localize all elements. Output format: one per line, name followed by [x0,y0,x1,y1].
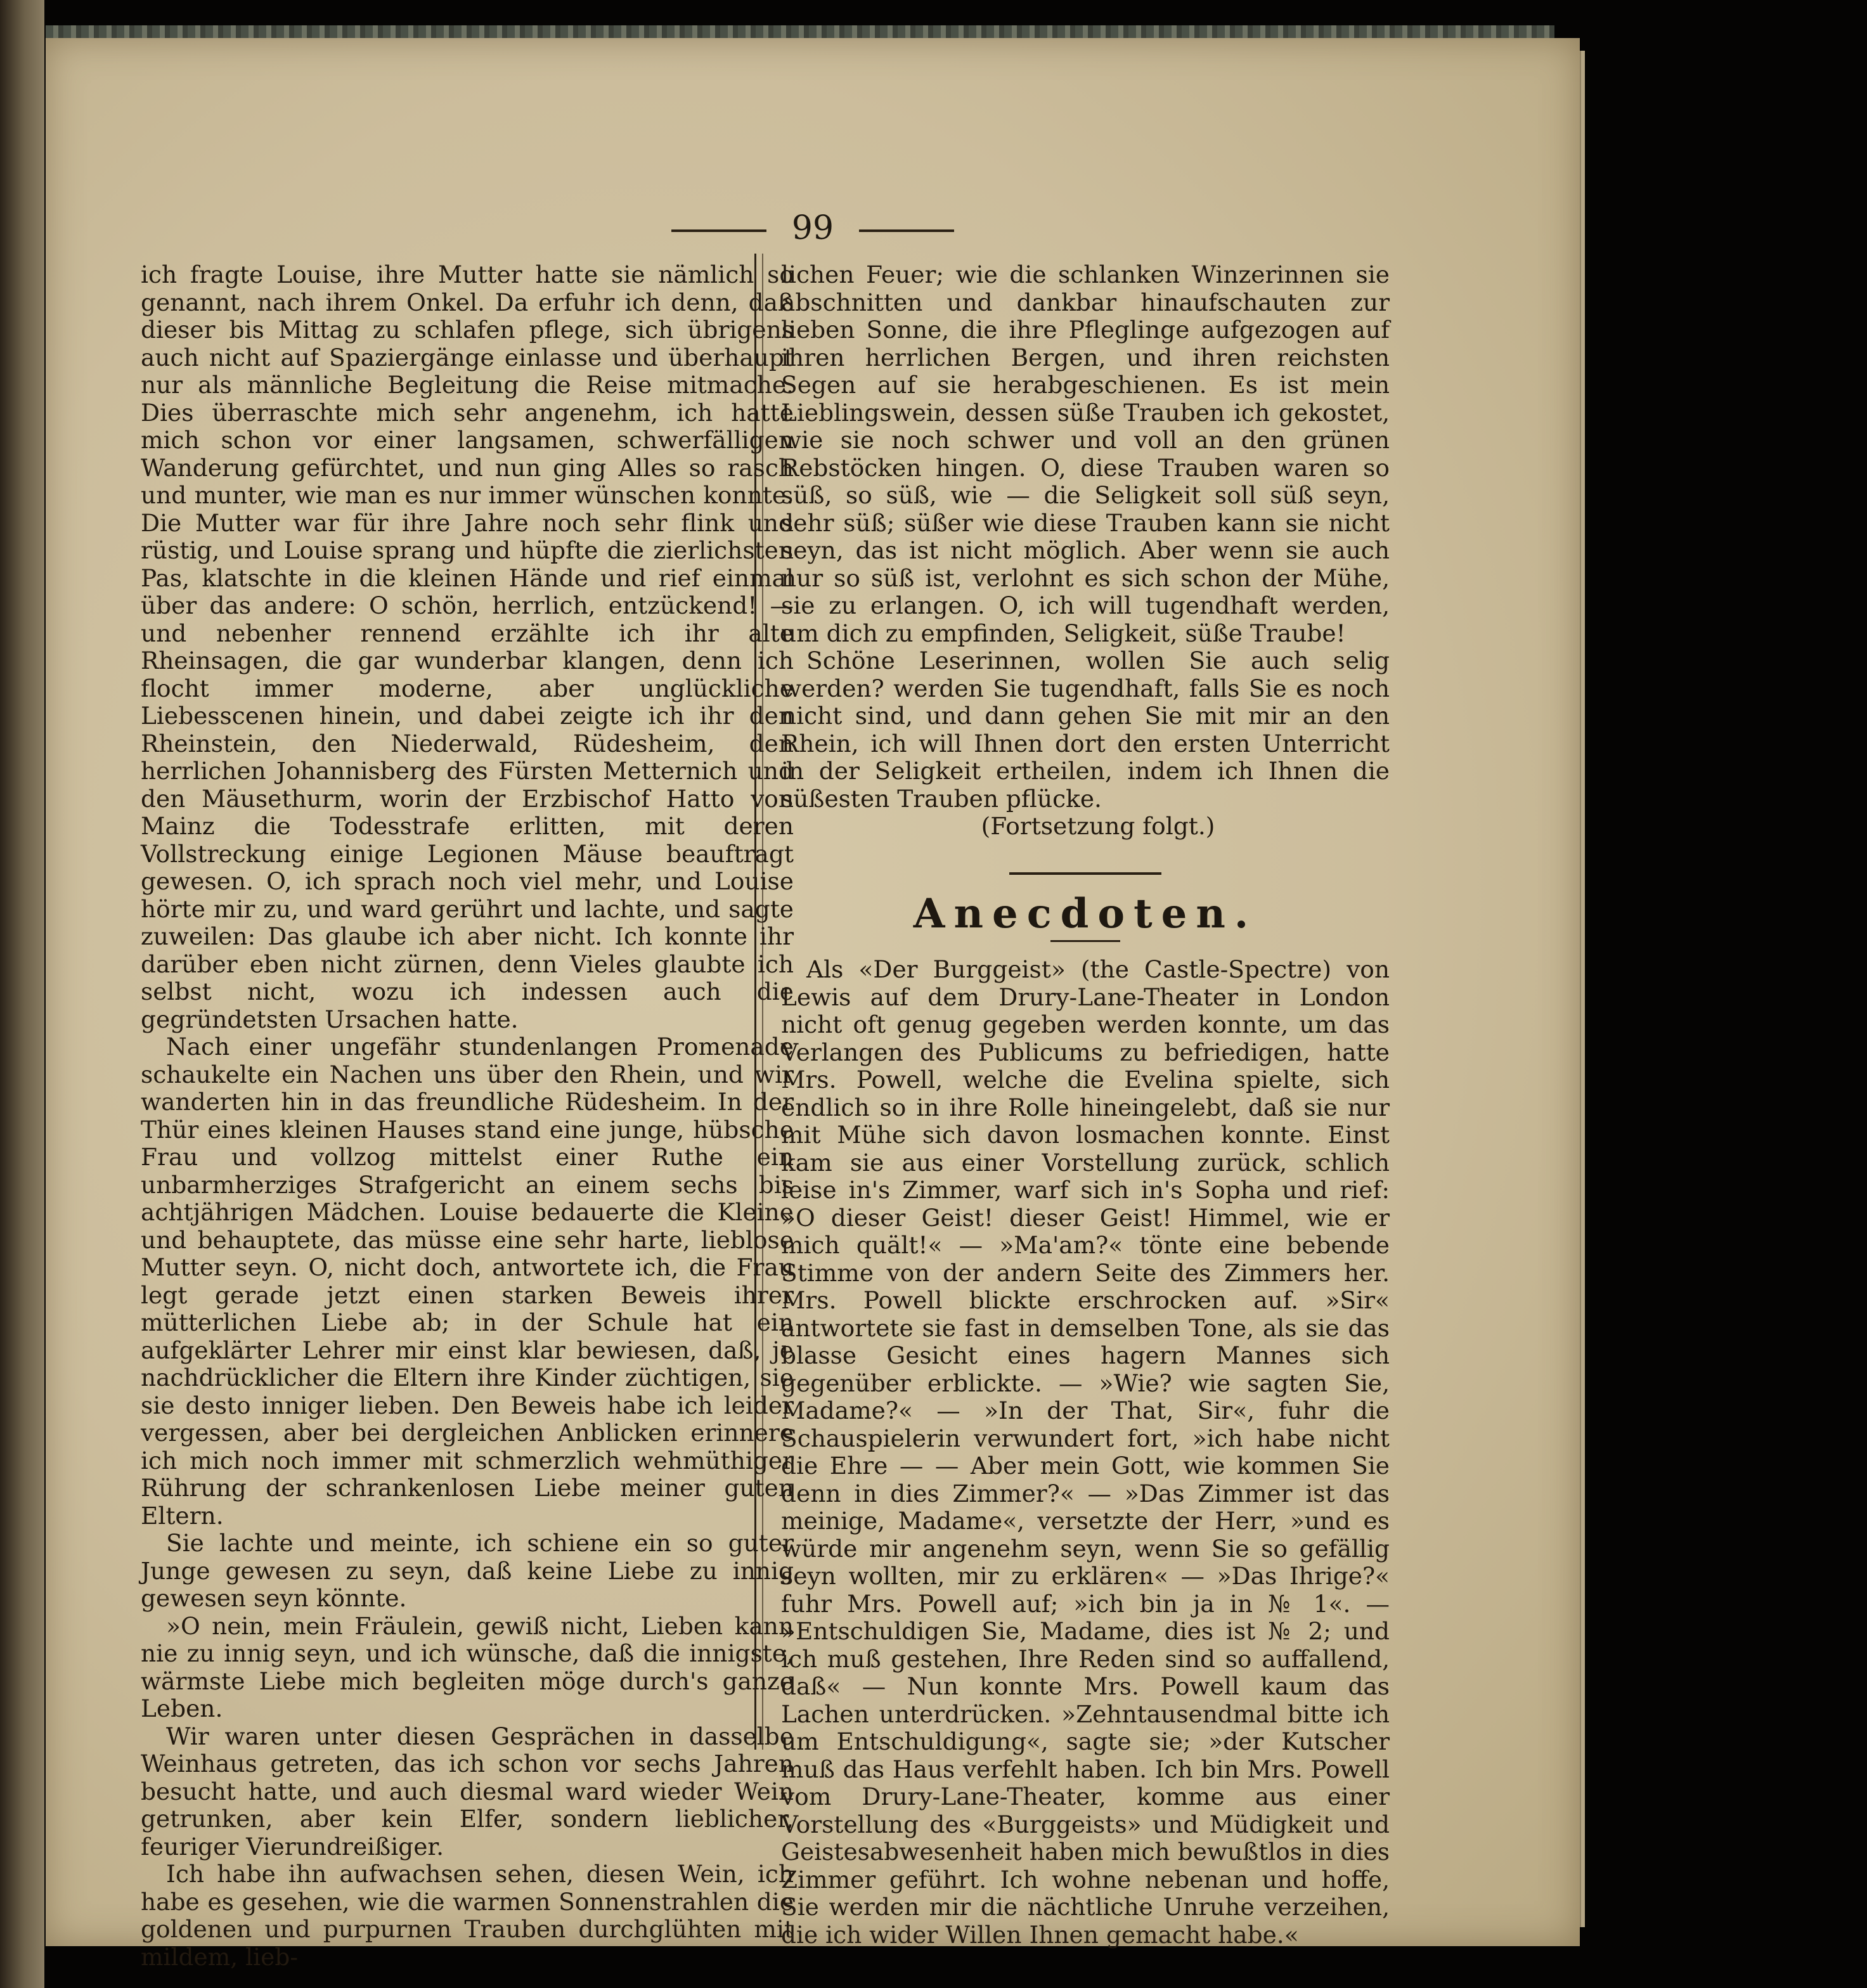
book-page [46,38,1580,1971]
book-spine-edge [0,0,44,1988]
section-rule [1009,872,1161,875]
continuation-note: (Fortsetzung folgt.) [981,812,1215,840]
right-column [781,261,1390,1949]
right-paragraph: lichen Feuer; wie die schlanken Winzerinnen sie abschnitten und dankbar hinaufschauten zur lieben Sonne, die ihre Pfleglinge aufgezogen auf ihren herrlichen Bergen, und ihren reichsten Segen auf sie herabgeschienen. Es ist mein Lieblingswein, dessen süße Trauben ich gekostet, wie sie noch schwer und voll an den grünen Rebstöcken hingen. O, diese Trauben waren so süß, so süß, wie — die Seligkeit soll süß seyn, sehr süß; süßer wie diese Trauben kann sie nicht seyn, das ist nicht möglich. Aber wenn sie auch nur so süß ist, verlohnt es sich schon der Mühe, sie zu erlangen. O, ich will tugendhaft werden, um dich zu empfinden, Seligkeit, süße Traube! [781,261,1390,647]
title-underline [1050,940,1120,942]
left-paragraph: »O nein, mein Fräulein, gewiß nicht, Lieben kann nie zu innig seyn, und ich wünsche, daß die innigste, wärmste Liebe mich begleiten möge durch's ganze Leben. [141,1611,794,1722]
page-header [46,209,1580,247]
right-paragraph: Schöne Leserinnen, wollen Sie auch selig werden? werden Sie tugendhaft, falls Sie es noch nicht sind, und dann gehen Sie mit mir an den Rhein, ich will Ihnen dort den ersten Unterricht in der Seligkeit ertheilen, indem ich Ihnen die süßesten Trauben pflücke. [781,647,1390,813]
left-paragraph: Sie lachte und meinte, ich schiene ein so guter Junge gewesen zu seyn, daß keine Liebe zu innig gewesen seyn könnte. [141,1529,794,1612]
left-paragraph: ich fragte Louise, ihre Mutter hatte sie nämlich so genannt, nach ihrem Onkel. Da erfuhr ich denn, daß dieser bis Mittag zu schlafen pflege, sich übrigens auch nicht auf Spaziergänge einlasse und überhaupt nur als männliche Begleitung die Reise mitmache. Dies überraschte mich sehr angenehm, ich hatte mich schon vor einer langsamen, schwerfälligen Wanderung gefürchtet, und nun ging Alles so rasch und munter, wie man es nur immer wünschen konnte. Die Mutter war für ihre Jahre noch sehr flink und rüstig, und Louise sprang und hüpfte die zierlichsten Pas, klatschte in die kleinen Hände und rief einmal über das andere: O schön, herrlich, entzückend! — und nebenher rennend erzählte ich ihr alte Rheinsagen, die gar wunderbar klangen, denn ich flocht immer moderne, aber unglückliche Liebesscenen hinein, und dabei zeigte ich ihr den Rheinstein, den Niederwald, Rüdesheim, den herrlichen Johannisberg des Fürsten Metternich und den Mäusethurm, worin der Erzbischof Hatto von Mainz die Todesstrafe erlitten, mit deren Vollstreckung einige Legionen Mäuse beauftragt gewesen. O, ich sprach noch viel mehr, und Louise hörte mir zu, und ward gerührt und lachte, und sagte zuweilen: Das glaube ich aber nicht. Ich konnte ihr darüber eben nicht zürnen, denn Vieles glaubte ich selbst nicht, wozu ich indessen auch die gegründetsten Ursachen hatte. [141,261,794,1033]
header-rule-right [859,229,954,232]
header-rule-left [671,229,766,232]
left-paragraph: Ich habe ihn aufwachsen sehen, diesen Wein, ich habe es gesehen, wie die warmen Sonnenstrahlen die goldenen und purpurnen Trauben durchglühten mit mildem, lieb- [141,1860,794,1971]
page-number: 99 [791,209,834,247]
section-title: Anecdoten. [913,889,1258,938]
left-column [141,261,794,1971]
left-paragraph: Nach einer ungefähr stundenlangen Promenade schaukelte ein Nachen uns über den Rhein, und wir wanderten hin in das freundliche Rüdesheim. In der Thür eines kleinen Hauses stand eine junge, hübsche Frau und vollzog mittelst einer Ruthe ein unbarmherziges Strafgericht an einem sechs bis achtjährigen Mädchen. Louise bedauerte die Kleine und behauptete, das müsse eine sehr harte, lieblose Mutter seyn. O, nicht doch, antwortete ich, die Frau legt gerade jetzt einen starken Beweis ihrer mütterlichen Liebe ab; in der Schule hat ein aufgeklärter Lehrer mir einst klar bewiesen, daß, je nachdrücklicher die Eltern ihre Kinder züchtigen, sie sie desto inniger lieben. Den Beweis habe ich leider vergessen, aber bei dergleichen Anblicken erinnere ich mich noch immer mit schmerzlich wehmüthiger Rührung der schrankenlosen Liebe meiner guten Eltern. [141,1033,794,1530]
anecdote-paragraph: Als «Der Burggeist» (the Castle-Spectre) von Lewis auf dem Drury-Lane-Theater in London nicht oft genug gegeben werden konnte, um das Verlangen des Publicums zu befriedigen, hatte Mrs. Powell, welche die Evelina spielte, sich endlich so in ihre Rolle hineingelebt, daß sie nur mit Mühe sich davon losmachen konnte. Einst kam sie aus einer Vorstellung zurück, schlich leise in's Zimmer, warf sich in's Sopha und rief: »O dieser Geist! dieser Geist! Himmel, wie er mich quält!« — »Ma'am?« tönte eine bebende Stimme von der andern Seite des Zimmers her. Mrs. Powell blickte erschrocken auf. »Sir« antwortete sie fast in demselben Tone, als sie das blasse Gesicht eines hagern Mannes sich gegenüber erblickte. — »Wie? wie sagten Sie, Madame?« — »In der That, Sir«, fuhr die Schauspielerin verwundert fort, »ich habe nicht die Ehre — — Aber mein Gott, wie kommen Sie denn in dies Zimmer?« — »Das Zimmer ist das meinige, Madame«, versetzte der Herr, »und es würde mir angenehm seyn, wenn Sie so gefällig seyn wollten, mir zu erklären« — »Das Ihrige?« fuhr Mrs. Powell auf; »ich bin ja in № 1«. — »Entschuldigen Sie, Madame, dies ist № 2; und ich muß gestehen, Ihre Reden sind so auffallend, daß« — Nun konnte Mrs. Powell kaum das Lachen unterdrücken. »Zehntausendmal bitte ich um Entschuldigung«, sagte sie; »der Kutscher muß das Haus verfehlt haben. Ich bin Mrs. Powell vom Drury-Lane-Theater, komme aus einer Vorstellung des «Burggeists» und Müdigkeit und Geistesabwesenheit haben mich bewußtlos in dies Zimmer geführt. Ich wohne nebenan und hoffe, Sie werden mir die nächtliche Unruhe verzeihen, die ich wider Willen Ihnen gemacht habe.« [781,955,1390,1949]
left-paragraph: Wir waren unter diesen Gesprächen in dasselbe Weinhaus getreten, das ich schon vor sechs Jahren besucht hatte, und auch diesmal ward wieder Wein getrunken, aber kein Elfer, sondern lieblicher, feuriger Vierundreißiger. [141,1722,794,1861]
